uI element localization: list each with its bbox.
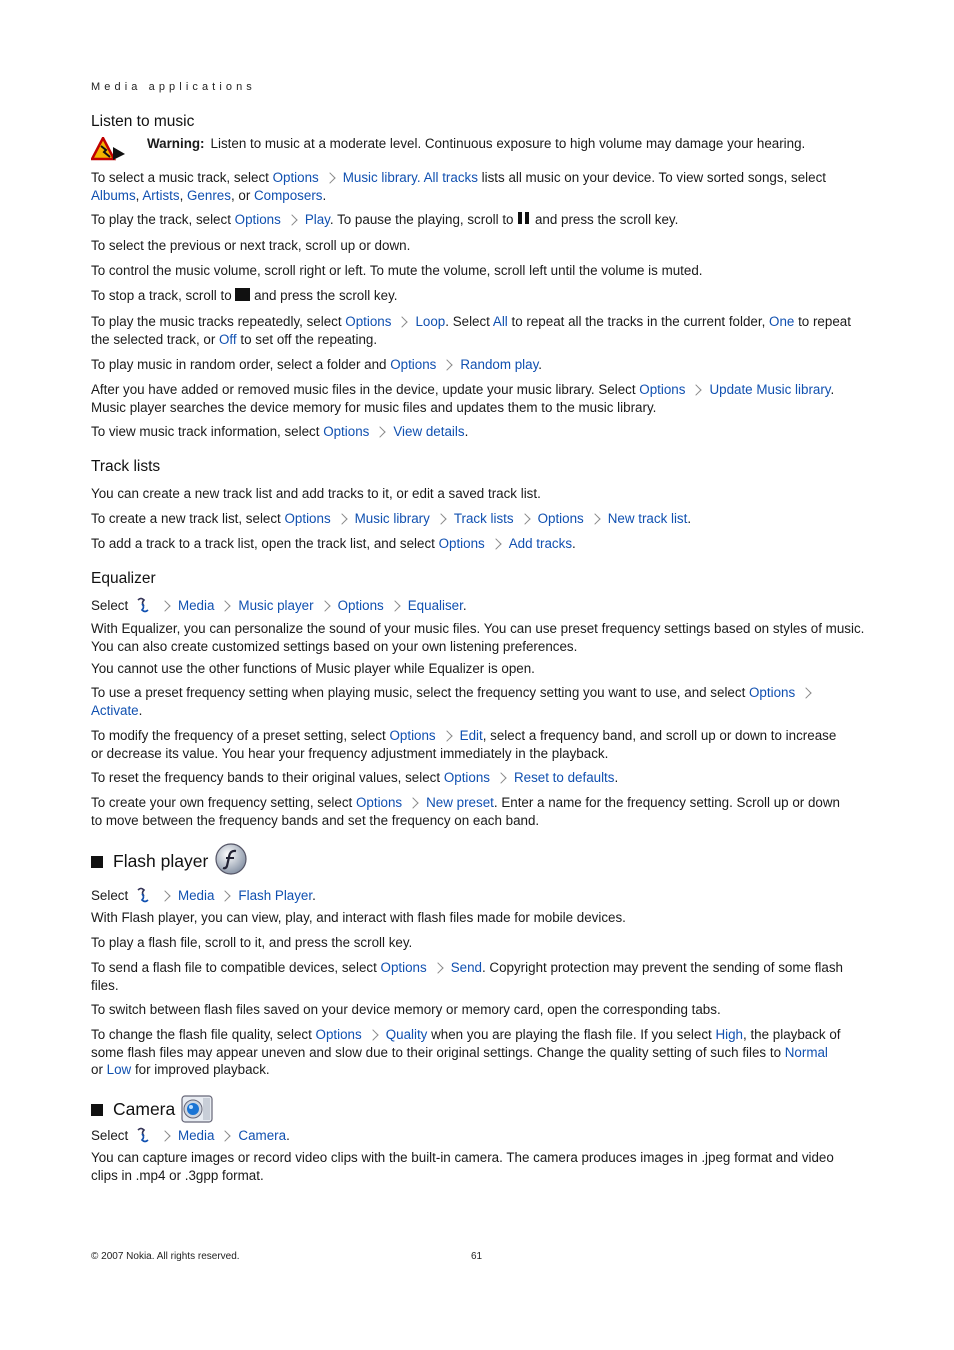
link-random-play[interactable]: Random play [460, 357, 539, 372]
bullet-square [91, 1104, 103, 1116]
link-genres[interactable]: Genres [187, 187, 231, 203]
link-loop[interactable]: Loop [415, 314, 446, 329]
paragraph: After you have added or removed music files in the device, update your music library. Select Options Update Music library. Music player searches the device memory for music files and updates them to the music library. [91, 382, 835, 415]
link-play[interactable]: Play [304, 212, 330, 227]
chevron-right-icon [407, 797, 418, 808]
chevron-right-icon [441, 730, 452, 741]
heading-flash-player: Flash player [91, 842, 248, 881]
link-low[interactable]: Low [106, 1062, 132, 1077]
chevron-right-icon [367, 1029, 378, 1040]
paragraph: To reset the frequency bands to their original values, select Options Reset to defaults. [91, 770, 619, 785]
paragraph: To play a flash file, scroll to it, and press the scroll key. [91, 935, 413, 950]
heading-equalizer: Equalizer [91, 570, 156, 587]
camera-icon [179, 1090, 215, 1129]
link-options[interactable]: Options [438, 536, 485, 551]
link-music-library[interactable]: Music library [342, 170, 417, 185]
copyright: © 2007 Nokia. All rights reserved. [91, 1251, 240, 1262]
link-music-player[interactable]: Music player [238, 598, 314, 613]
paragraph: To create a new track list, select Options Music library Track lists Options New track list. [91, 511, 692, 526]
chevron-right-icon [589, 513, 600, 524]
link-track-lists[interactable]: Track lists [453, 511, 514, 526]
flash-player-icon [214, 842, 248, 881]
paragraph: To control the music volume, scroll right or left. To mute the volume, scroll left until the volume is muted. [91, 263, 703, 278]
paragraph: To select a music track, select Options Music library. All tracks lists all music on your device. To view sorted songs, select Albums, Artists, Genres, or Composers. [91, 170, 826, 203]
link-all-tracks[interactable]: All tracks [423, 170, 478, 185]
link-options[interactable]: Options [389, 728, 436, 743]
link-send[interactable]: Send [450, 960, 482, 975]
paragraph: To add a track to a track list, open the track list, and select Options Add tracks. [91, 536, 576, 551]
menu-key-icon [135, 887, 151, 903]
warning-label: Warning: [147, 136, 205, 151]
link-flash-player[interactable]: Flash Player [238, 888, 313, 903]
link-all[interactable]: All [492, 314, 508, 329]
link-options[interactable]: Options [345, 314, 392, 329]
chevron-right-icon [435, 513, 446, 524]
chevron-right-icon [319, 600, 330, 611]
page-number: 61 [471, 1251, 483, 1262]
chevron-right-icon [159, 1130, 170, 1141]
paragraph: To send a flash file to compatible devices, select Options Send. Copyright protection may prevent the sending of some flash files. [91, 960, 843, 993]
stop-icon [235, 287, 250, 306]
link-options[interactable]: Options [355, 795, 403, 810]
link-media[interactable]: Media [177, 888, 215, 903]
paragraph: Select Media Camera. [91, 1128, 290, 1143]
link-view-details[interactable]: View details [393, 424, 465, 439]
link-options[interactable]: Options [315, 1027, 362, 1042]
link-albums[interactable]: Albums [91, 187, 136, 203]
link-high[interactable]: High [715, 1027, 743, 1042]
paragraph: To modify the frequency of a preset setting, select Options Edit, select a frequency band, and scroll up or down to increase or decrease its value. You hear your frequency adjustment immediately in the playback. [91, 728, 837, 761]
paragraph: To use a preset frequency setting when playing music, select the frequency setting you want to use, and select Options Activate. [91, 684, 866, 719]
link-options[interactable]: Options [272, 170, 319, 185]
link-music-library[interactable]: Music library [354, 511, 430, 526]
chevron-right-icon [397, 316, 408, 327]
link-options[interactable]: Options [390, 357, 437, 372]
heading-listen-to-music: Listen to music [91, 113, 195, 130]
chevron-right-icon [389, 600, 400, 611]
warning-icon [91, 137, 127, 166]
link-normal[interactable]: Normal [784, 1044, 828, 1060]
warning-text: Listen to music at a moderate level. Continuous exposure to high volume may damage your hearing. [210, 136, 806, 151]
section-header: Media applications [91, 81, 256, 93]
link-camera[interactable]: Camera [238, 1128, 287, 1143]
link-edit[interactable]: Edit [459, 728, 483, 743]
warning-row [91, 135, 866, 161]
link-quality[interactable]: Quality [385, 1027, 428, 1042]
chevron-right-icon [691, 384, 702, 395]
paragraph: To play the music tracks repeatedly, select Options Loop. Select All to repeat all the tracks in the current folder, One to repeat the selected track, or Off to set off the repeating. [91, 314, 851, 347]
heading-track-lists: Track lists [91, 458, 161, 475]
link-composers[interactable]: Composers [254, 187, 323, 203]
paragraph: With Equalizer, you can personalize the sound of your music files. You can use preset frequency settings based on styles of music. You can also create customized settings based on your own listening preferences. [91, 621, 865, 654]
chevron-right-icon [519, 513, 530, 524]
chevron-right-icon [490, 538, 501, 549]
paragraph: To stop a track, scroll to and press the scroll key. [91, 287, 866, 306]
link-options[interactable]: Options [537, 511, 584, 526]
link-options[interactable]: Options [323, 424, 370, 439]
link-artists[interactable]: Artists [142, 187, 180, 203]
bullet-square [91, 856, 103, 868]
link-media[interactable]: Media [177, 598, 215, 613]
paragraph: With Flash player, you can view, play, and interact with flash files made for mobile devices. [91, 910, 626, 925]
paragraph: You cannot use the other functions of Music player while Equalizer is open. [91, 661, 535, 676]
menu-key-icon [135, 597, 151, 613]
link-new-preset[interactable]: New preset [426, 795, 494, 810]
link-off[interactable]: Off [219, 331, 237, 347]
link-activate[interactable]: Activate [91, 702, 139, 718]
link-options[interactable]: Options [443, 770, 490, 785]
link-media[interactable]: Media [177, 1128, 215, 1143]
link-update-music-library[interactable]: Update Music library [709, 382, 831, 397]
chevron-right-icon [432, 962, 443, 973]
chevron-right-icon [324, 172, 335, 183]
paragraph: To change the flash file quality, select Options Quality when you are playing the flash file. If you select High, the playback of some flash files may appear uneven and slow due to their original settings. Change the quality setting of such files to Normal or Low for improved playback. [91, 1027, 841, 1077]
chevron-right-icon [375, 426, 386, 437]
chevron-right-icon [220, 1130, 231, 1141]
chevron-right-icon [442, 359, 453, 370]
paragraph: To select the previous or next track, scroll up or down. [91, 238, 411, 253]
paragraph: To view music track information, select Options View details. [91, 424, 469, 439]
chevron-right-icon [220, 890, 231, 901]
chevron-right-icon [159, 890, 170, 901]
chevron-right-icon [220, 600, 231, 611]
link-options[interactable]: Options [380, 960, 427, 975]
paragraph: To switch between flash files saved on your device memory or memory card, open the corresponding tabs. [91, 1002, 721, 1017]
menu-key-icon [135, 1127, 151, 1143]
link-options[interactable]: Options [234, 212, 281, 227]
chevron-right-icon [286, 214, 297, 225]
chevron-right-icon [801, 687, 812, 698]
link-options[interactable]: Options [749, 685, 796, 700]
link-new-track-list[interactable]: New track list [607, 511, 688, 526]
paragraph: Select Media Music player Options Equaliser. [91, 598, 467, 613]
link-options[interactable]: Options [337, 598, 384, 613]
link-add-tracks[interactable]: Add tracks [508, 536, 573, 551]
link-one[interactable]: One [769, 314, 795, 329]
paragraph: Select Media Flash Player. [91, 888, 316, 903]
paragraph: To create your own frequency setting, select Options New preset. Enter a name for the frequency setting. Scroll up or down to move between the frequency bands and set the frequency on each band. [91, 795, 840, 828]
link-options[interactable]: Options [284, 511, 331, 526]
link-equaliser[interactable]: Equaliser [407, 598, 463, 613]
paragraph: To play music in random order, select a folder and Options Random play. [91, 357, 543, 372]
paragraph: You can capture images or record video clips with the built-in camera. The camera produces images in .jpeg format and video clips in .mp4 or .3gpp format. [91, 1150, 834, 1183]
paragraph: You can create a new track list and add tracks to it, or edit a saved track list. [91, 486, 541, 501]
chevron-right-icon [336, 513, 347, 524]
pause-icon [517, 211, 531, 230]
link-reset-to-defaults[interactable]: Reset to defaults [513, 770, 615, 785]
paragraph: To play the track, select Options Play. To pause the playing, scroll to and press the scroll key. [91, 211, 866, 230]
link-options[interactable]: Options [639, 382, 686, 397]
chevron-right-icon [159, 600, 170, 611]
heading-camera: Camera [91, 1090, 215, 1129]
chevron-right-icon [495, 772, 506, 783]
